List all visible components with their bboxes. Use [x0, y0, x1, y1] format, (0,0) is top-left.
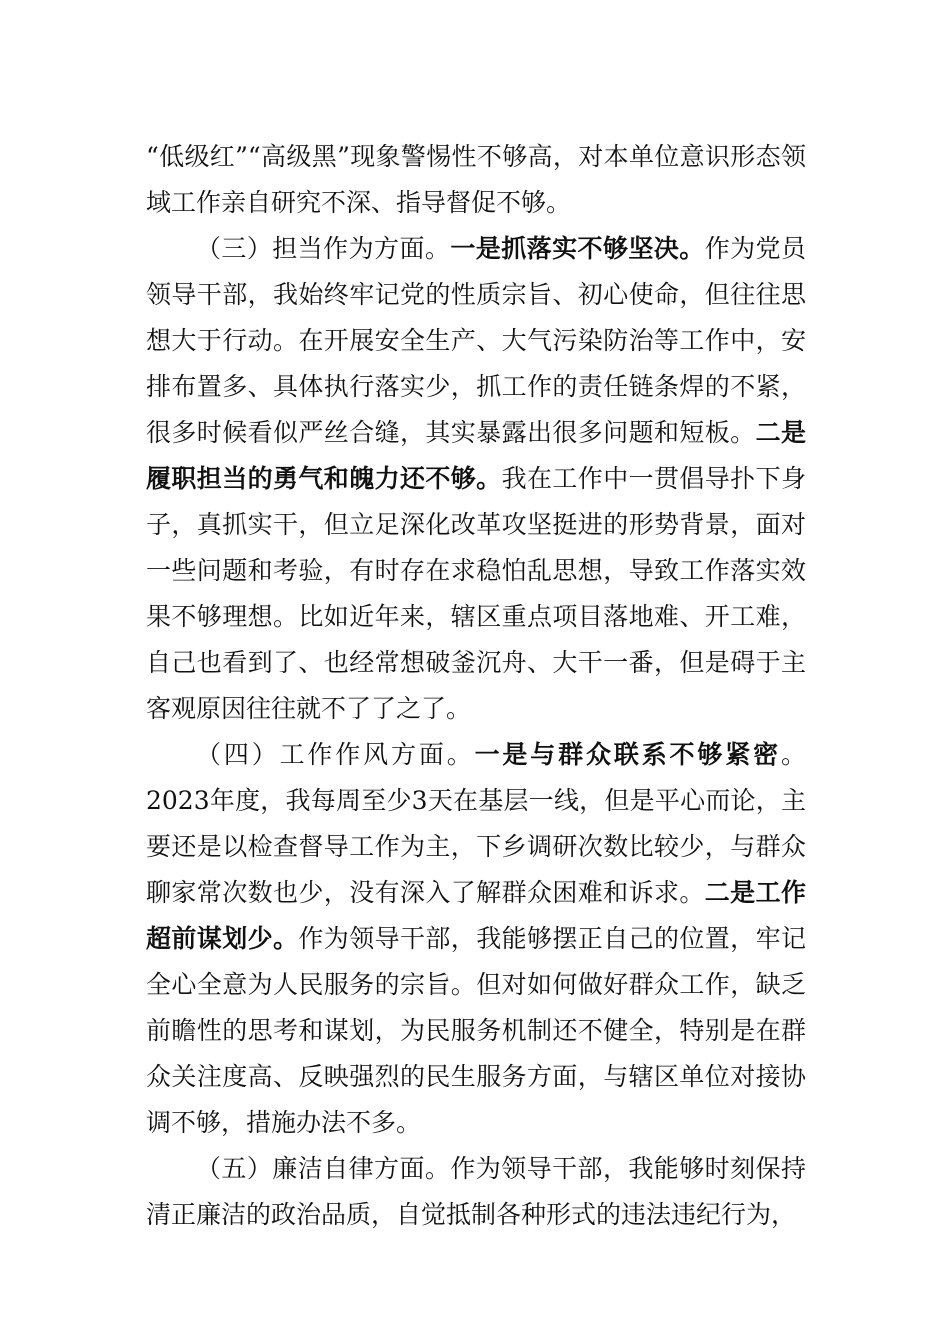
- paragraph-work-style: [146, 732, 806, 1146]
- section-heading: （五）廉洁自律方面。: [196, 1154, 451, 1183]
- paragraph-text: “低级红”“高级黑”现象警惕性不够高，对本单位意识形态领域工作亲自研究不深、指导督促不够。: [146, 142, 806, 217]
- bold-point: 二是履职担当的勇气和魄力还不够。: [146, 418, 806, 493]
- document-page: [146, 134, 806, 1238]
- bold-point: 一是抓落实不够坚决。: [450, 234, 705, 263]
- paragraph-text: 。2023年度，我每周至少3天在基层一线，但是平心而论，主要还是以检查督导工作为主，下乡调研次数比较少，与群众聊家常次数也少，没有深入了解群众困难和诉求。: [146, 740, 806, 907]
- paragraph-text: 作为领导干部，我能够时刻保持清正廉洁的政治品质，自觉抵制各种形式的违法违纪行为，: [146, 1154, 806, 1229]
- paragraph-text: 作为领导干部，我能够摆正自己的位置，牢记全心全意为人民服务的宗旨。但对如何做好群众工作，缺乏前瞻性的思考和谋划，为民服务机制还不健全，特别是在群众关注度高、反映强烈的民生服务方面，与辖区单位对接协调不够，措施办法不多。: [146, 924, 806, 1137]
- paragraph-responsibility: [146, 226, 806, 732]
- paragraph-integrity: [146, 1146, 806, 1238]
- paragraph-ideology-continued: [146, 134, 806, 226]
- section-heading: （三）担当作为方面。: [196, 234, 451, 263]
- section-heading: （四）工作作风方面。: [196, 740, 475, 769]
- paragraph-text: 我在工作中一贯倡导扑下身子，真抓实干，但立足深化改革攻坚挺进的形势背景，面对一些问题和考验，有时存在求稳怕乱思想，导致工作落实效果不够理想。比如近年来，辖区重点项目落地难、开工难，自己也看到了、也经常想破釜沉舟、大干一番，但是碍于主客观原因往往就不了了之了。: [146, 464, 806, 723]
- bold-point: 一是与群众联系不够紧密: [474, 740, 781, 769]
- bold-point: 二是工作超前谋划少。: [146, 878, 806, 953]
- paragraph-text: 作为党员领导干部，我始终牢记党的性质宗旨、初心使命，但往往思想大于行动。在开展安全生产、大气污染防治等工作中，安排布置多、具体执行落实少，抓工作的责任链条焊的不紧，很多时候看似严丝合缝，其实暴露出很多问题和短板。: [146, 234, 806, 447]
